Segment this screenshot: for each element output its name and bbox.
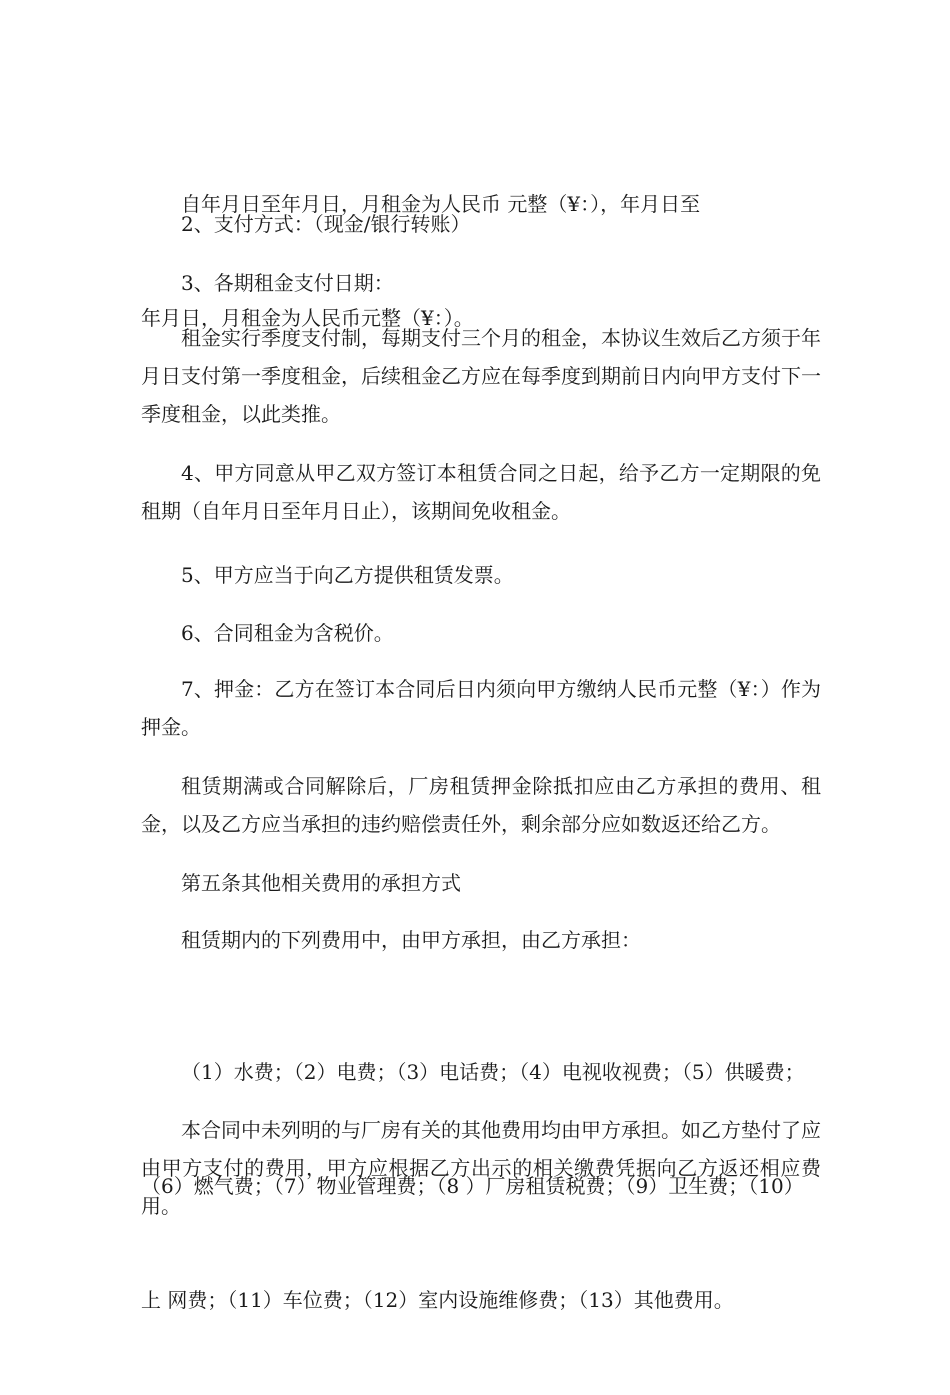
quarterly-payment-paragraph: 租金实行季度支付制，每期支付三个月的租金，本协议生效后乙方须于年月日支付第一季度租金，后续租金乙方应在每季度到期前日内向甲方支付下一季度租金，以此类推。 bbox=[141, 326, 821, 426]
fee-list-line-1: （1）水费；（2）电费；（3）电话费；（4）电视收视费；（5）供暖费； bbox=[181, 1060, 805, 1084]
unlisted-fees-paragraph: 本合同中未列明的与厂房有关的其他费用均由甲方承担。如乙方垫付了应由甲方支付的费用，甲方应根据乙方出示的相关缴费凭据向乙方返还相应费用。 bbox=[141, 1118, 821, 1218]
invoice-item: 5、甲方应当于向乙方提供租赁发票。 bbox=[181, 563, 514, 587]
deposit-paragraph: 7、押金：乙方在签订本合同后日内须向甲方缴纳人民币元整（¥：）作为押金。 bbox=[141, 677, 821, 739]
payment-date-heading: 3、各期租金支付日期： bbox=[181, 271, 394, 295]
rent-free-period-paragraph: 4、甲方同意从甲乙双方签订本租赁合同之日起，给予乙方一定期限的免租期（自年月日至年月日止），该期间免收租金。 bbox=[141, 461, 821, 523]
fee-allocation-intro: 租赁期内的下列费用中，由甲方承担，由乙方承担： bbox=[181, 928, 641, 952]
article-five-heading: 第五条其他相关费用的承担方式 bbox=[181, 871, 461, 895]
rent-period-line-1: 自年月日至年月日，月租金为人民币 元整（¥：），年月日至 bbox=[181, 192, 701, 216]
payment-method-item: 2、支付方式：（现金/银行转账） bbox=[181, 212, 471, 236]
rent-period-line-2: 年月日，月租金为人民币元整（¥：）。 bbox=[141, 306, 474, 330]
fee-list-line-2: （6）燃气费；（7）物业管理费；（8 ）厂房租赁税费；（9）卫生费；（10） bbox=[141, 1174, 804, 1198]
tax-inclusive-item: 6、合同租金为含税价。 bbox=[181, 621, 394, 645]
deposit-refund-paragraph: 租赁期满或合同解除后，厂房租赁押金除抵扣应由乙方承担的费用、租金，以及乙方应当承担的违约赔偿责任外，剩余部分应如数返还给乙方。 bbox=[141, 774, 821, 836]
fee-list-line-3: 上 网费；（11）车位费；（12）室内设施维修费；（13）其他费用。 bbox=[141, 1288, 734, 1312]
